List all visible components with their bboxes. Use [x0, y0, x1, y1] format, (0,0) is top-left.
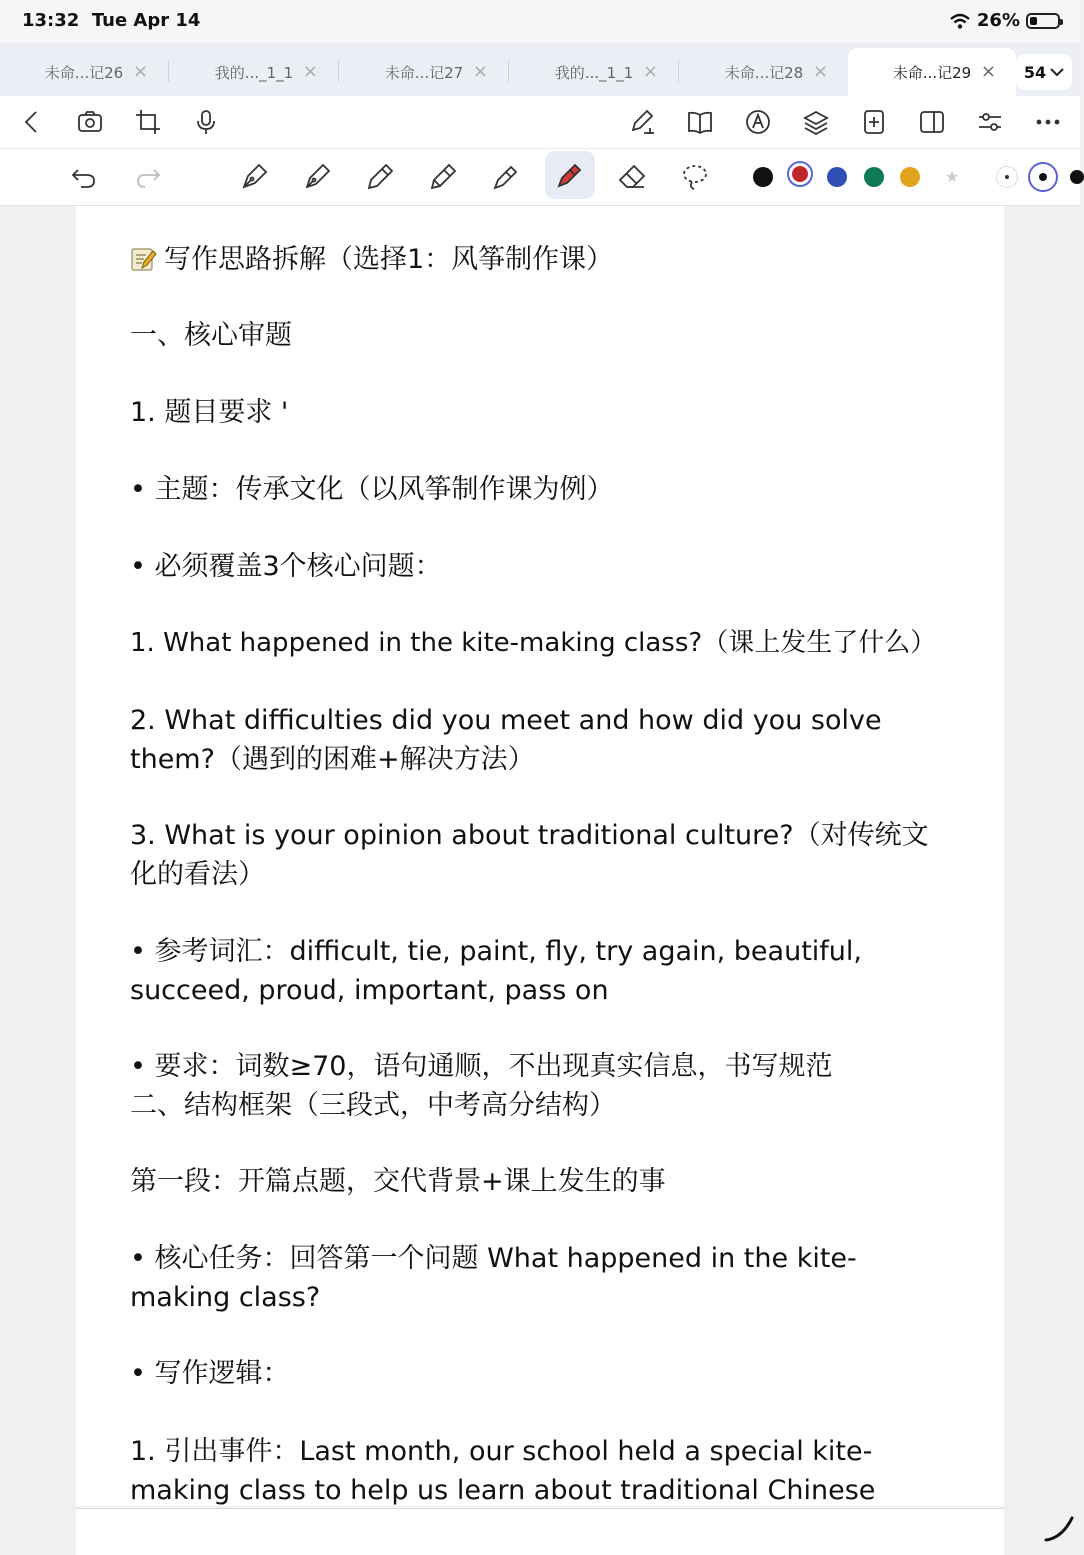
status-time: 13:32 Tue Apr 14: [22, 10, 201, 31]
highlighter-tool-selected[interactable]: [545, 151, 595, 199]
tab-count-button[interactable]: [1016, 54, 1072, 90]
crop-icon: [134, 108, 162, 136]
ballpoint-pen-icon: [302, 162, 332, 192]
tab-4[interactable]: [510, 48, 678, 96]
back-button[interactable]: [16, 106, 48, 138]
add-color-icon[interactable]: ★: [944, 167, 960, 186]
text-recognition-button[interactable]: [742, 106, 774, 138]
camera-icon: [76, 108, 104, 136]
tab-bar: [0, 44, 1080, 96]
crop-button[interactable]: [132, 106, 164, 138]
write-button[interactable]: [626, 106, 658, 138]
status-bar: [0, 0, 1080, 42]
pen-edit-icon: [628, 108, 656, 136]
redo-icon: [133, 162, 163, 192]
battery-icon: [1026, 13, 1060, 29]
battery-percent: 26%: [976, 10, 1020, 31]
wifi-icon: [949, 12, 971, 30]
tab-count: 54: [1023, 62, 1047, 82]
bullet-item: • 写作逻辑：: [130, 1358, 290, 1389]
microphone-icon: [192, 108, 220, 136]
book-icon: [686, 108, 714, 136]
add-page-icon: [860, 108, 888, 136]
tab-label: 我的..._1_1: [214, 63, 294, 82]
tab-label: 未命...记29: [892, 63, 972, 82]
fountain-pen-icon: [239, 162, 269, 192]
heading-2: 二、结构框架（三段式，中考高分结构）: [130, 1090, 616, 1121]
tab-label: 未命...记27: [384, 63, 464, 82]
numbered-item: 2. What difficulties did you meet and how did you solve them?（遇到的困难+解决方法）: [130, 705, 882, 775]
bullet-item: • 要求：词数≥70，语句通顺，不出现真实信息，书写规范: [130, 1051, 833, 1082]
undo-button[interactable]: [66, 159, 102, 195]
tab-label: 未命...记28: [724, 63, 804, 82]
close-icon[interactable]: ×: [980, 61, 996, 82]
ballpoint-pen-tool[interactable]: [299, 159, 335, 195]
sub-heading: 1. 题目要求 ': [130, 397, 289, 428]
more-icon: [1034, 108, 1062, 136]
stroke-size-small[interactable]: [996, 166, 1018, 188]
tab-2[interactable]: [170, 48, 338, 96]
close-icon[interactable]: ×: [642, 61, 658, 82]
chevron-left-icon: [18, 108, 46, 136]
eraser-icon: [617, 162, 647, 192]
pen-toolbar: [0, 149, 1080, 206]
heading-1: 一、核心审题: [130, 320, 292, 351]
redo-button[interactable]: [130, 159, 166, 195]
close-icon[interactable]: ×: [472, 61, 488, 82]
brush-pen-icon: [365, 162, 395, 192]
color-blue-swatch[interactable]: [827, 167, 847, 187]
stroke-size-medium-selected[interactable]: [1028, 162, 1058, 192]
brush-pen-tool[interactable]: [362, 159, 398, 195]
numbered-item: 3. What is your opinion about traditional culture?（对传统文化的看法）: [130, 820, 929, 890]
main-toolbar: [0, 96, 1080, 149]
close-icon[interactable]: ×: [132, 61, 148, 82]
microphone-button[interactable]: [190, 106, 222, 138]
camera-button[interactable]: [74, 106, 106, 138]
pen-stroke-icon: [1042, 1514, 1076, 1544]
stroke-size-large[interactable]: [1070, 170, 1084, 184]
color-yellow-swatch[interactable]: [900, 167, 920, 187]
add-page-button[interactable]: [858, 106, 890, 138]
lasso-tool[interactable]: [677, 159, 713, 195]
close-icon[interactable]: ×: [812, 61, 828, 82]
settings-button[interactable]: [974, 106, 1006, 138]
color-black-swatch[interactable]: [753, 167, 773, 187]
tab-label: 我的..._1_1: [554, 63, 634, 82]
undo-icon: [69, 162, 99, 192]
pencil-icon: [428, 162, 458, 192]
paragraph-heading: 第一段：开篇点题，交代背景+课上发生的事: [130, 1166, 666, 1197]
layers-icon: [802, 108, 830, 136]
numbered-item: 1. What happened in the kite-making class?（课上发生了什么）: [130, 628, 937, 658]
close-icon[interactable]: ×: [302, 61, 318, 82]
memo-icon: [130, 246, 156, 272]
split-view-icon: [918, 108, 946, 136]
layers-button[interactable]: [800, 106, 832, 138]
sliders-icon: [976, 108, 1004, 136]
highlighter-icon: [555, 160, 585, 190]
text-circle-icon: [744, 108, 772, 136]
more-button[interactable]: [1032, 106, 1064, 138]
bullet-item: • 核心任务：回答第一个问题 What happened in the kite-making class?: [130, 1243, 857, 1313]
marker-tool[interactable]: [488, 159, 524, 195]
next-page[interactable]: [76, 1508, 1004, 1555]
fountain-pen-tool[interactable]: [236, 159, 272, 195]
note-title: 写作思路拆解（选择1：风筝制作课）: [130, 240, 613, 279]
eraser-tool[interactable]: [614, 159, 650, 195]
sidebar-toggle-button[interactable]: [916, 106, 948, 138]
numbered-item: 1. 引出事件：Last month, our school held a special kite-making class to help us learn about traditional Chinese: [130, 1436, 876, 1506]
bullet-item: • 必须覆盖3个核心问题：: [130, 551, 442, 582]
note-page[interactable]: [76, 206, 1004, 1506]
lasso-icon: [680, 162, 710, 192]
tab-5[interactable]: [680, 48, 848, 96]
marker-icon: [491, 162, 521, 192]
chevron-down-icon: [1050, 67, 1064, 77]
bullet-item: • 参考词汇：difficult, tie, paint, fly, try again, beautiful, succeed, proud, important, pass on: [130, 936, 862, 1006]
tab-label: 未命...记26: [44, 63, 124, 82]
tab-1[interactable]: [0, 48, 168, 96]
bullet-item: • 主题：传承文化（以风筝制作课为例）: [130, 474, 614, 505]
pencil-tool[interactable]: [425, 159, 461, 195]
tab-3[interactable]: [340, 48, 508, 96]
color-red-swatch-selected[interactable]: [787, 161, 813, 187]
tab-6-active[interactable]: [848, 48, 1016, 96]
reading-mode-button[interactable]: [684, 106, 716, 138]
status-right: [949, 10, 1060, 31]
color-green-swatch[interactable]: [864, 167, 884, 187]
